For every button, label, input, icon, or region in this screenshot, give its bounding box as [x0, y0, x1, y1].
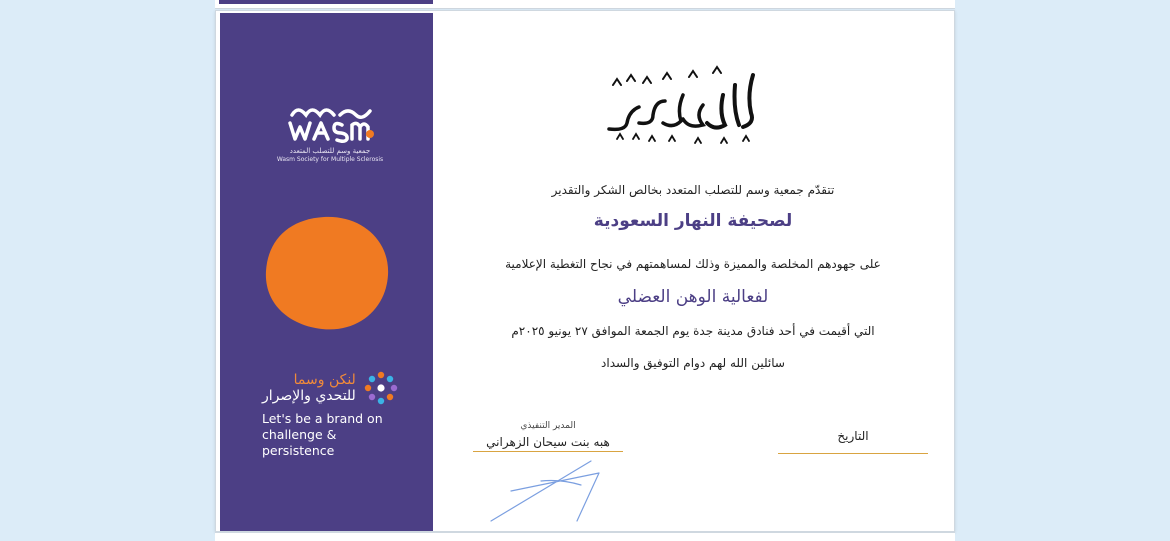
orange-blob-graphic — [262, 213, 392, 333]
certificate-sidebar — [220, 13, 433, 531]
date-label: التاريخ — [778, 429, 928, 454]
certificate-page — [215, 10, 955, 532]
previous-page-edge — [215, 0, 955, 9]
venue-text: التي أقيمت في أحد فنادق مدينة جدة يوم الجمعة الموافق ٢٧ يونيو ٢٠٢٥م — [511, 324, 875, 338]
signatory-block — [473, 421, 623, 452]
closing-wish-text: سائلين الله لهم دوام التوفيق والسداد — [601, 356, 785, 370]
reason-text: على جهودهم المخلصة والمميزة وذلك لمساهمتهم في نجاح التغطية الإعلامية — [505, 257, 881, 271]
date-block — [778, 429, 928, 454]
event-name: لفعالية الوهن العضلي — [617, 287, 769, 307]
wasm-logo-mark — [282, 101, 378, 145]
logo-subtitle-english: Wasm Society for Multiple Sclerosis — [276, 156, 384, 163]
signatory-role: المدير التنفيذي — [520, 421, 576, 431]
signatory-name: هبه بنت سيحان الزهراني — [473, 435, 623, 452]
intro-text: تتقدّم جمعية وسم للتصلب المتعدد بخالص الشكر والتقدير — [551, 183, 835, 197]
slogan-arabic — [262, 372, 356, 404]
calligraphy-text: شكر وتقدير — [688, 115, 693, 116]
certificate-body — [433, 11, 954, 531]
handwritten-signature — [481, 451, 621, 527]
recipient-name: لصحيفة النهار السعودية — [593, 211, 793, 231]
wasm-logo — [275, 101, 385, 181]
slogan-block — [262, 371, 412, 459]
thanks-calligraphy — [603, 55, 773, 151]
slogan-arabic-line1: لنكن وسما — [293, 372, 356, 388]
slogan-arabic-line2: للتحدي والإصرار — [262, 388, 356, 404]
logo-subtitle-arabic: جمعية وسم للتصلب المتعدد — [289, 147, 371, 155]
previous-page-sidebar-edge — [219, 0, 433, 4]
dots-ring-icon — [364, 371, 398, 405]
slogan-english: Let's be a brand on challenge & persistence — [262, 411, 383, 458]
